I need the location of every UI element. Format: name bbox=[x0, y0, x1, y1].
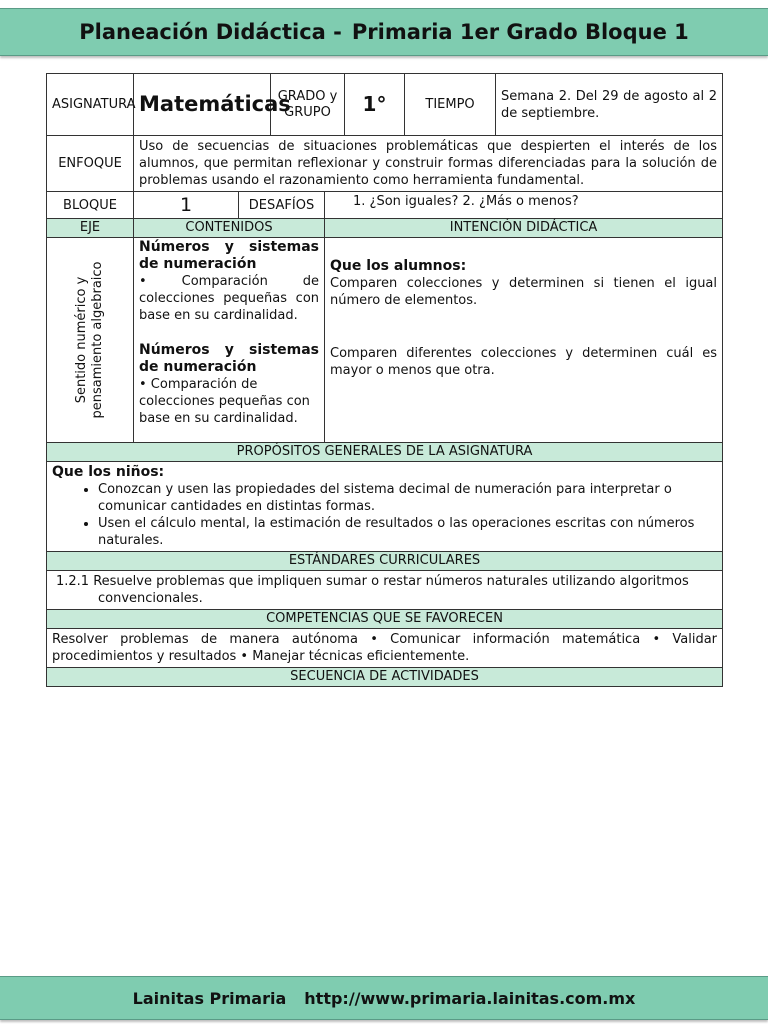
enfoque-label: ENFOQUE bbox=[47, 136, 134, 192]
planning-table bbox=[46, 73, 723, 687]
competencias-header: COMPETENCIAS QUE SE FAVORECEN bbox=[47, 610, 723, 629]
eje-text bbox=[74, 261, 106, 418]
row-propositos bbox=[47, 462, 723, 552]
proposito-item: • Conozcan y usen las propiedades del sistema decimal de numeración para interpretar o comunicar cantidades en distintas formas. bbox=[98, 481, 717, 515]
bloque-label: BLOQUE bbox=[47, 192, 134, 219]
propositos-cell bbox=[47, 462, 723, 552]
eje-cell bbox=[47, 238, 134, 443]
tiempo-value: Semana 2. Del 29 de agosto al 2 de septiembre. bbox=[496, 74, 723, 136]
propositos-intro: Que los niños: bbox=[52, 464, 165, 480]
proposito-item: • Usen el cálculo mental, la estimación de resultados o las operaciones escritas con números naturales. bbox=[98, 515, 717, 549]
row-competencias-header bbox=[47, 610, 723, 629]
eje-line2: pensamiento algebraico bbox=[90, 261, 105, 419]
eje-line1: Sentido numérico y bbox=[74, 276, 89, 404]
contenidos-header: CONTENIDOS bbox=[134, 219, 325, 238]
header-banner bbox=[0, 8, 768, 56]
desafios-label: DESAFÍOS bbox=[239, 192, 325, 219]
row-propositos-header bbox=[47, 443, 723, 462]
row-asignatura bbox=[47, 74, 723, 136]
contenidos-cell bbox=[134, 238, 325, 443]
asignatura-value: Matemáticas bbox=[134, 74, 271, 136]
content1-text: • Comparación de colecciones pequeñas con base en su cardinalidad. bbox=[139, 274, 320, 323]
intencion-title: Que los alumnos: bbox=[330, 258, 467, 274]
intencion-2: Comparen diferentes colecciones y determinen cuál es mayor o menos que otra. bbox=[330, 346, 718, 378]
asignatura-label: ASIGNATURA bbox=[47, 74, 134, 136]
content2-text: • Comparación de colecciones pequeñas con base en su cardinalidad. bbox=[139, 377, 310, 426]
desafios-value: 1. ¿Son iguales? 2. ¿Más o menos? bbox=[325, 192, 723, 219]
estandares-cell bbox=[47, 571, 723, 610]
grado-value: 1° bbox=[345, 74, 405, 136]
propositos-header: PROPÓSITOS GENERALES DE LA ASIGNATURA bbox=[47, 443, 723, 462]
row-contenidos bbox=[47, 238, 723, 443]
eje-header: EJE bbox=[47, 219, 134, 238]
row-estandares bbox=[47, 571, 723, 610]
intencion-1: Comparen colecciones y determinen si tienen el igual número de elementos. bbox=[330, 276, 718, 308]
row-bloque bbox=[47, 192, 723, 219]
page-title-part1: Planeación Didáctica - bbox=[79, 20, 342, 44]
row-competencias bbox=[47, 629, 723, 668]
grado-label: GRADO y GRUPO bbox=[271, 74, 345, 136]
bloque-value: 1 bbox=[134, 192, 239, 219]
row-estandares-header bbox=[47, 552, 723, 571]
row-secuencia-header bbox=[47, 668, 723, 687]
propositos-list bbox=[52, 481, 717, 549]
footer-banner bbox=[0, 976, 768, 1020]
enfoque-value: Uso de secuencias de situaciones problemáticas que despierten el interés de los alumnos, que permitan reflexionar y construir formas diferenciadas para la solución de problemas usando el razonamiento como herramienta fundamental. bbox=[134, 136, 723, 192]
content1-title: Números y sistemas de numeración bbox=[139, 239, 320, 272]
intencion-header: INTENCIÓN DIDÁCTICA bbox=[325, 219, 723, 238]
estandares-header: ESTÁNDARES CURRICULARES bbox=[47, 552, 723, 571]
estandar-text: 1.2.1 Resuelve problemas que impliquen sumar o restar números naturales utilizando algoritmos convencionales. bbox=[56, 574, 689, 606]
footer-url[interactable]: http://www.primaria.lainitas.com.mx bbox=[304, 988, 636, 1008]
intencion-cell bbox=[325, 238, 723, 443]
competencias-text: Resolver problemas de manera autónoma • Comunicar información matemática • Validar procedimientos y resultados • Manejar técnicas eficientemente. bbox=[47, 629, 723, 668]
row-headers bbox=[47, 219, 723, 238]
content2-title: Números y sistemas de numeración bbox=[139, 342, 320, 375]
secuencia-header: SECUENCIA DE ACTIVIDADES bbox=[47, 668, 723, 687]
page-title-part2: Primaria 1er Grado Bloque 1 bbox=[351, 20, 689, 44]
tiempo-label: TIEMPO bbox=[405, 74, 496, 136]
footer-site-name: Lainitas Primaria bbox=[132, 988, 287, 1008]
row-enfoque bbox=[47, 136, 723, 192]
